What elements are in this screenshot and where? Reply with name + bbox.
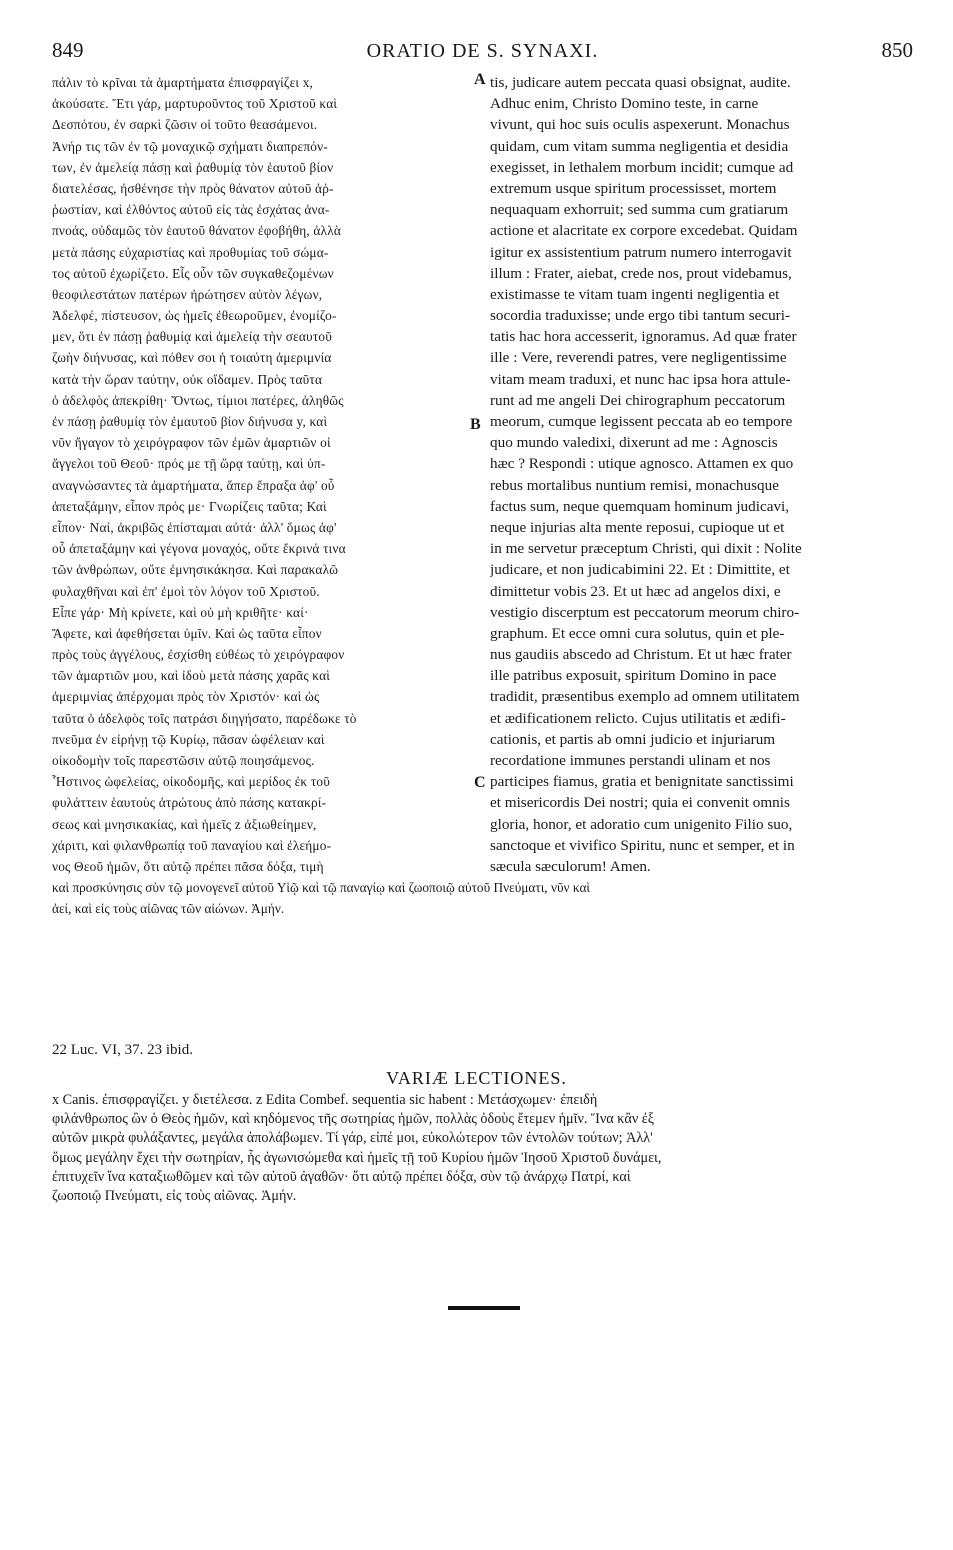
latin-text-line: meorum, cumque legissent peccata ab eo tempore: [490, 413, 793, 430]
running-title: ORATIO DE S. SYNAXI.: [366, 40, 599, 62]
variae-text-line: x Canis. ἐπισφραγίζει. y διετέλεσα. z Edita Combef. sequentia sic habent : Μετάσχωμεν· ἐπειδὴ: [52, 1092, 598, 1108]
greek-text-line: ῥωστίαν, καὶ ἐλθόντος αὐτοῦ εἰς τὰς ἐσχάτας ἀνα-: [52, 202, 330, 218]
running-header: [52, 38, 913, 68]
latin-text-line: extremum usque spiritum processisset, mortem: [490, 179, 777, 197]
latin-text-line: nequaquam exhorruit; sed summa cum gratiarum: [490, 201, 789, 219]
latin-text-line: vitam meam traduxi, et nunc hac ipsa hora attule-: [490, 370, 791, 388]
greek-text-line: οὗ ἀπεταξάμην καὶ γέγονα μοναχός, οὔτε ἔκρινά τινα: [52, 541, 346, 557]
latin-text-line: graphum. Et ecce omni cura solutus, quin et ple-: [490, 624, 785, 642]
greek-text-line: ὁ ἀδελφὸς ἀπεκρίθη· Ὄντως, τίμιοι πατέρες, ἀληθῶς: [52, 392, 344, 408]
greek-text-line: Εἶπε γάρ· Μὴ κρίνετε, καὶ οὐ μὴ κριθῆτε· καί·: [52, 604, 309, 620]
greek-text-line: πνοάς, οὐδαμῶς τὸν ἑαυτοῦ θάνατον ἐφοβήθη, ἀλλὰ: [52, 223, 342, 239]
latin-text-line: et ædificationem relicto. Cujus utilitatis et ædifi-: [490, 709, 786, 727]
greek-text-line: μεν, ὅτι ἐν πάσῃ ῥαθυμίᾳ καὶ ἀμελείᾳ τὴν σεαυτοῦ: [52, 329, 333, 345]
greek-text-column: [52, 72, 472, 877]
latin-text-line: existimasse te vitam tuam ingenti negligentia et: [490, 285, 780, 303]
latin-text-line: nus gaudiis abscedo ad Christum. Et ut hæc frater: [490, 646, 792, 664]
latin-text-line: illum : Frater, aiebat, crede nos, prout videbamus,: [490, 264, 792, 282]
greek-text-line: θεοφιλεστάτων πατέρων ἠρώτησεν αὐτὸν λέγων,: [52, 286, 323, 302]
latin-text-line: runt ad me angeli Dei chirographum peccatorum: [490, 391, 786, 409]
greek-text-line: ἀκούσατε. Ἔτι γάρ, μαρτυροῦντος τοῦ Χριστοῦ καὶ: [52, 96, 338, 112]
margin-marker-b: B: [470, 416, 481, 433]
latin-text-line: neque injurias alta mente reposui, cupioque ut et: [490, 518, 785, 536]
page-number-right: 850: [881, 38, 913, 62]
greek-text-line: κατὰ τὴν ὥραν ταύτην, οὐκ οἴδαμεν. Πρὸς ταῦτα: [52, 371, 323, 387]
greek-text-line: σεως καὶ μνησικακίας, καὶ ἡμεῖς z ἀξιωθείημεν,: [52, 816, 317, 832]
latin-text-line: sanctoque et vivifico Spiritu, nunc et semper, et in: [490, 836, 795, 854]
latin-text-line: vestigio discerptum est peccatorum meorum chiro-: [490, 603, 800, 621]
full-width-closing-text: [52, 877, 912, 919]
end-rule: [448, 1306, 520, 1310]
latin-text-line: ille : Vere, reverendi patres, vere negligentissime: [490, 349, 787, 367]
latin-text-line: sæcula sæculorum! Amen.: [490, 857, 651, 875]
latin-text-line: quo mundo valedixi, dixerunt ad me : Agnoscis: [490, 434, 778, 452]
latin-text-column: [490, 72, 910, 877]
margin-marker-a: A: [474, 71, 486, 88]
greek-text-line: πνεῦμα ἐν εἰρήνῃ τῷ Κυρίῳ, πᾶσαν ὠφέλειαν καὶ: [52, 731, 325, 747]
margin-marker-c: C: [474, 774, 486, 791]
variae-text-line: ὅμως μεγάλην ἔχει τὴν σωτηρίαν, ἧς ἀγωνισώμεθα καὶ ἡμεῖς τῇ τοῦ Κυρίου ἡμῶν Ἰησοῦ Χριστοῦ δυνάμει,: [52, 1149, 662, 1166]
greek-text-line: Ἄφετε, καὶ ἀφεθήσεται ὑμῖν. Καὶ ὡς ταῦτα εἶπον: [52, 625, 322, 641]
latin-text-line: Adhuc enim, Christo Domino teste, in carne: [490, 95, 759, 113]
latin-text-line: in me servetur præceptum Christi, qui dixit : Nolite: [490, 540, 802, 558]
greek-text-line: Ἧστινος ὠφελείας, οἰκοδομῆς, καὶ μερίδος ἐκ τοῦ: [52, 774, 330, 790]
latin-text-line: ille patribus exposuit, spiritum Domino in pace: [490, 667, 777, 685]
greek-text-line: των, ἐν ἀμελείᾳ πάσῃ καὶ ῥαθυμίᾳ τὸν ἑαυτοῦ βίον: [52, 159, 334, 175]
greek-text-line: τῶν ἀνθρώπων, οὔτε ἐμνησικάκησα. Καὶ παρακαλῶ: [52, 562, 339, 578]
greek-text-line: διατελέσας, ἠσθένησε τὴν πρὸς θάνατον αὐτοῦ ἀῤ-: [52, 180, 334, 196]
greek-text-line: φυλαχθῆναι καὶ ἐπ' ἐμοὶ τὸν λόγον τοῦ Χριστοῦ.: [52, 583, 320, 599]
greek-text-line: φυλάττειν ἑαυτοὺς ἀτρώτους ἀπὸ πάσης κατακρί-: [52, 795, 327, 811]
greek-text-line: Δεσπότου, ἐν σαρκὶ ζῶσιν οἱ τοῦτο θεασάμενοι.: [52, 117, 318, 133]
latin-text-line: tis, judicare autem peccata quasi obsignat, audite.: [490, 74, 791, 91]
closing-text-line: ἀεί, καὶ εἰς τοὺς αἰῶνας τῶν αἰώνων. Ἀμήν.: [52, 901, 285, 917]
variae-lectiones-title: VARIÆ LECTIONES.: [386, 1068, 567, 1088]
greek-text-line: ζωὴν διήνυσας, καὶ πόθεν σοι ἡ τοιαύτη ἀμεριμνία: [52, 350, 332, 366]
variae-text-line: ζωοποιῷ Πνεύματι, εἰς τοὺς αἰῶνας. Ἀμήν.: [52, 1187, 297, 1204]
latin-text-line: hæc ? Respondi : utique agnosco. Attamen ex quo: [490, 455, 794, 473]
greek-text-line: ἀμεριμνίας ἀπέρχομαι πρὸς τὸν Χριστόν· καὶ ὡς: [52, 689, 320, 705]
greek-text-line: ἀπεταξάμην, εἶπον πρός με· Γνωρίζεις ταῦτα; Καὶ: [52, 498, 327, 514]
greek-text-line: οἰκοδομὴν τοῖς παρεστῶσιν αὐτῷ ποιησάμενος.: [52, 753, 315, 768]
latin-text-line: judicare, et non judicabimini 22. Et : Dimittite, et: [490, 561, 790, 579]
greek-text-line: ἐν πάσῃ ῥαθυμίᾳ τὸν ἐμαυτοῦ βίον διήνυσα y, καὶ: [52, 414, 328, 429]
greek-text-line: ἄγγελοι τοῦ Θεοῦ· πρός με τῇ ὥρᾳ ταύτῃ, καὶ ὑπ-: [52, 456, 326, 472]
latin-text-line: quidam, cum vitam summa negligentia et desidia: [490, 137, 789, 155]
greek-text-line: πρὸς τοὺς ἀγγέλους, ἐσχίσθη εὐθέως τὸ χειρόγραφον: [52, 647, 345, 663]
greek-text-line: πάλιν τὸ κρῖναι τὰ ἁμαρτήματα ἐπισφραγίζει x,: [52, 75, 314, 90]
greek-text-line: ταῦτα ὁ ἀδελφὸς τοῖς πατράσι διηγήσατο, παρέδωκε τὸ: [52, 710, 357, 726]
greek-text-line: Ἀνήρ τις τῶν ἐν τῷ μοναχικῷ σχήματι διαπρεπόν-: [52, 138, 328, 154]
latin-text-line: cationis, et partis ab omni judicio et injuriarum: [490, 730, 776, 748]
latin-text-line: dimittetur vobis 23. Et ut hæc ad angelos dixi, e: [490, 582, 781, 600]
variae-text-line: αὐτῶν μικρὰ φυλάξαντες, μεγάλα ἀπολάβωμεν. Τί γάρ, εἰπέ μοι, εὐκολώτερον τῶν ἐντολῶν τούτων; Ἀλλ': [52, 1130, 653, 1147]
greek-text-line: τῶν ἁμαρτιῶν μου, καὶ ἰδοὺ μετὰ πάσης χαρᾶς καὶ: [52, 668, 331, 684]
latin-text-line: tradidit, præsentibus exemplo ad omnem utilitatem: [490, 688, 800, 706]
variae-text-line: ἐπιτυχεῖν ἵνα καταξιωθῶμεν καὶ τῶν αὐτοῦ ἀγαθῶν· ὅτι αὐτῷ πρέπει δόξα, σὺν τῷ ἀνάρχῳ Πατρί, καὶ: [52, 1168, 631, 1185]
latin-text-line: rebus mortalibus nuntium remisi, monachusque: [490, 476, 779, 494]
greek-text-line: εἶπον· Ναί, ἀκριβῶς ἐπίσταμαι αὐτά· ἀλλ' ὅμως ἀφ': [52, 519, 337, 535]
greek-text-line: μετὰ πάσης εὐχαριστίας καὶ προθυμίας τοῦ σώμα-: [52, 244, 329, 260]
greek-text-line: νῦν ἤγαγον τὸ χειρόγραφον τῶν ἐμῶν ἁμαρτιῶν οἱ: [52, 435, 331, 451]
footnote: 22 Luc. VI, 37. 23 ibid.: [52, 1042, 193, 1058]
greek-text-line: αναγνώσαντες τὰ ἁμαρτήματα, ἅπερ ἔπραξα ἀφ' οὗ: [52, 477, 335, 493]
page-number-left: 849: [52, 38, 84, 62]
latin-text-line: factus sum, neque quemquam hominum judicavi,: [490, 497, 790, 515]
greek-text-line: νος Θεοῦ ἡμῶν, ὅτι αὐτῷ πρέπει πᾶσα δόξα, τιμὴ: [52, 858, 324, 874]
latin-text-line: actione et alacritate ex corpore excedebat. Quidam: [490, 222, 798, 240]
closing-text-line: καὶ προσκύνησις σὺν τῷ μονογενεῖ αὐτοῦ Υἱῷ καὶ τῷ παναγίῳ καὶ ζωοποιῷ αὐτοῦ Πνεύματι, νῦν καὶ: [52, 880, 590, 895]
greek-text-line: χάριτι, καὶ φιλανθρωπίᾳ τοῦ παναγίου καὶ ἐλεήμο-: [52, 837, 332, 853]
latin-text-line: recordatione immunes perstandi ulinam et nos: [490, 752, 771, 769]
latin-text-line: exegisset, in lethalem morbum incidit; cumque ad: [490, 158, 794, 176]
latin-text-line: tatis hac hora accesserit, ignoramus. Ad quæ frater: [490, 328, 797, 346]
greek-text-line: Ἀδελφέ, πίστευσον, ὡς ἡμεῖς ἐθεωροῦμεν, ἐνομίζο-: [52, 308, 337, 324]
latin-text-line: participes fiamus, gratia et benignitate sanctissimi: [490, 773, 794, 791]
latin-text-line: et misericordis Dei nostri; quia ei convenit omnis: [490, 794, 790, 812]
latin-text-line: gloria, honor, et adoratio cum unigenito Filio suo,: [490, 815, 793, 833]
variae-text-line: φιλάνθρωπος ὢν ὁ Θεὸς ἡμῶν, καὶ κηδόμενος τῆς σωτηρίας ἡμῶν, πολλὰς ὁδοὺς ἔτεμεν ἡμῖν. Ἵνα κἂν ἐξ: [52, 1111, 655, 1128]
latin-text-line: socordia traduxisse; unde ergo tibi tantum securi-: [490, 307, 791, 325]
greek-text-line: τος αὐτοῦ ἐχωρίζετο. Εἷς οὖν τῶν συγκαθεζομένων: [52, 265, 334, 281]
variae-lectiones-text: [52, 1091, 914, 1206]
latin-text-line: igitur ex assistentium patrum numero interrogavit: [490, 243, 792, 261]
latin-text-line: vivunt, qui hoc suis oculis aspexerunt. Monachus: [490, 116, 790, 134]
